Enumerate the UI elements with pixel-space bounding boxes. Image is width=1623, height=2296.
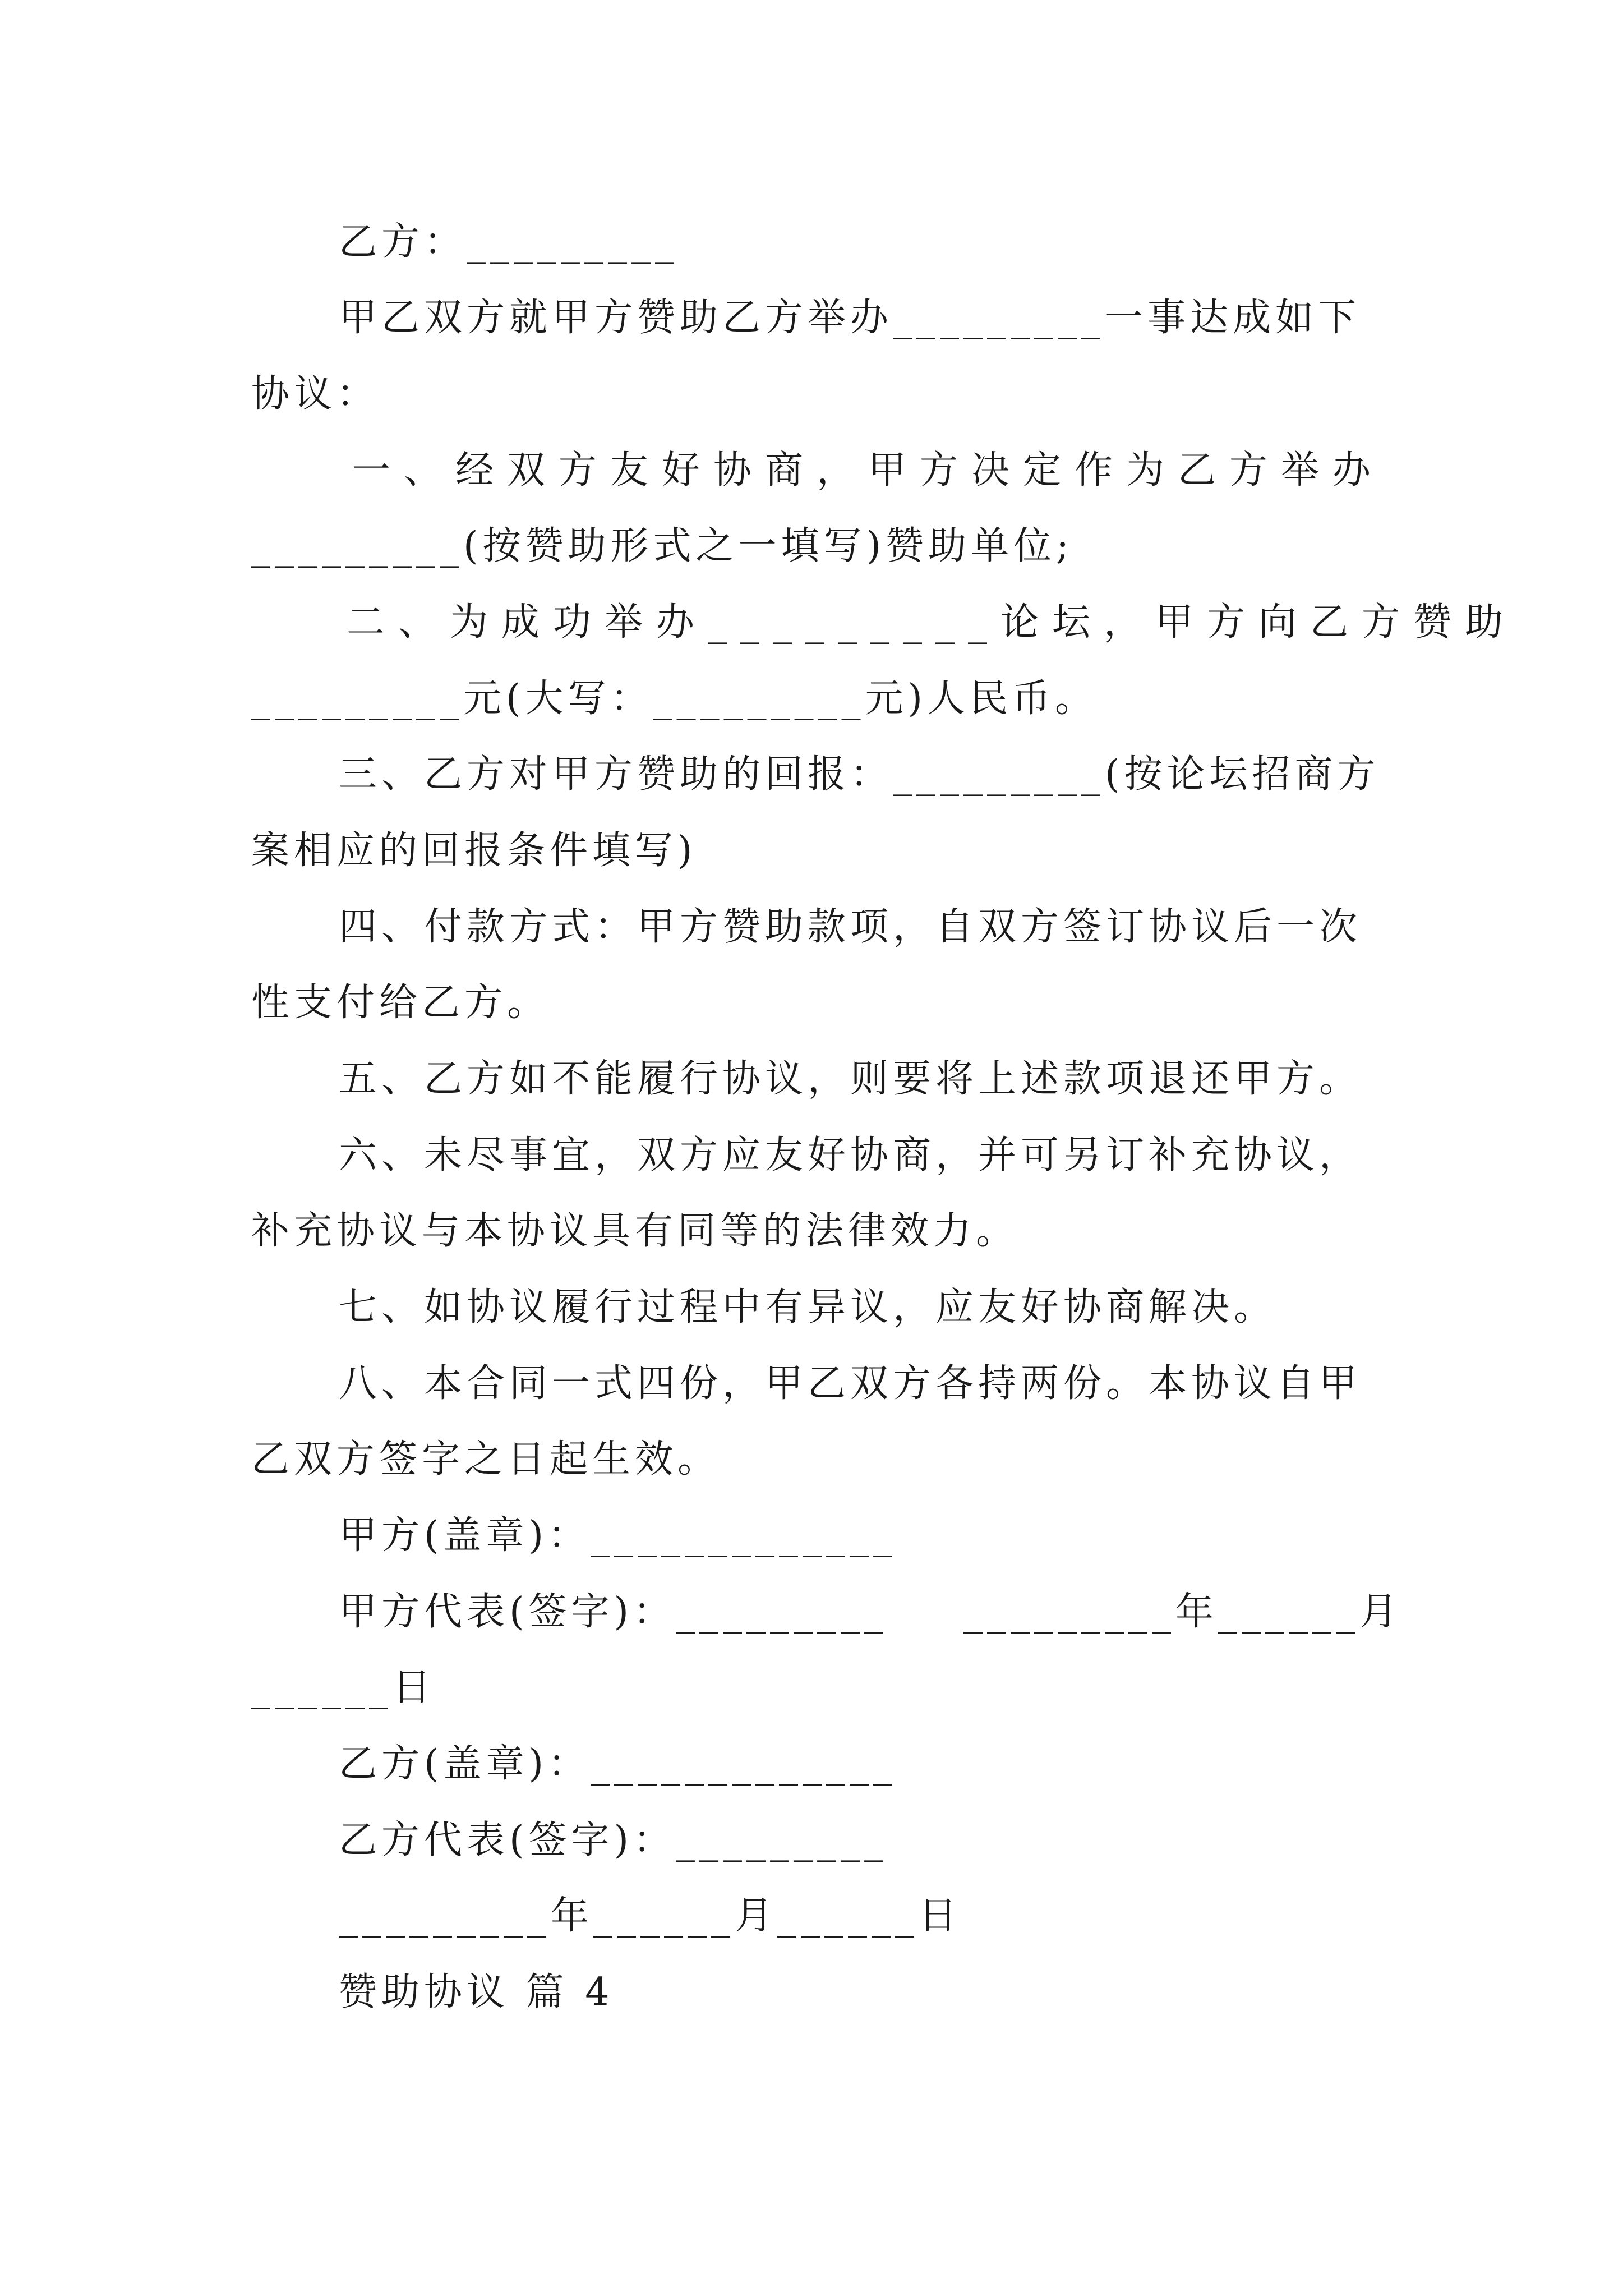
party-b-date-line: _________年______月______日 — [339, 1894, 962, 1938]
clause-3-line: 三、乙方对甲方赞助的回报：_________(按论坛招商方 — [339, 752, 1380, 797]
agreement-intro-line-cont: 协议： — [251, 372, 380, 416]
clause-1-line: 一、经双方友好协商，甲方决定作为乙方举办 — [352, 448, 1385, 493]
party-b-seal-line: 乙方(盖章)：_____________ — [339, 1742, 897, 1786]
clause-1-line-cont: _________(按赞助形式之一填写)赞助单位; — [251, 524, 1073, 568]
clause-4-line: 四、付款方式：甲方赞助款项，自双方签订协议后一次 — [339, 905, 1362, 949]
clause-2-line: 二、为成功举办_________论坛，甲方向乙方赞助 — [347, 600, 1517, 645]
party-b-line: 乙方：_________ — [339, 220, 679, 264]
clause-8-line: 八、本合同一式四份，甲乙双方各持两份。本协议自甲 — [339, 1361, 1362, 1406]
party-a-date-line: _________年______月 — [963, 1590, 1403, 1634]
agreement-intro-line: 甲乙双方就甲方赞助乙方举办_________一事达成如下 — [339, 296, 1361, 340]
clause-4-line-cont: 性支付给乙方。 — [251, 981, 550, 1025]
party-a-seal-line: 甲方(盖章)：_____________ — [339, 1513, 897, 1558]
section-heading: 赞助协议 篇 4 — [339, 1970, 614, 2014]
clause-7-line: 七、如协议履行过程中有异议，应友好协商解决。 — [339, 1285, 1277, 1329]
clause-8-line-cont: 乙双方签字之日起生效。 — [251, 1437, 721, 1481]
clause-6-line-cont: 补充协议与本协议具有同等的法律效力。 — [251, 1209, 1019, 1253]
clause-6-line: 六、未尽事宜，双方应友好协商，并可另订补充协议， — [339, 1133, 1362, 1177]
party-a-date-line-cont: ______日 — [251, 1665, 436, 1710]
party-b-representative-line: 乙方代表(签字)：_________ — [339, 1818, 888, 1862]
party-a-representative-line: 甲方代表(签字)：_________ — [339, 1590, 888, 1634]
clause-3-line-cont: 案相应的回报条件填写) — [251, 829, 697, 873]
clause-5-line: 五、乙方如不能履行协议，则要将上述款项退还甲方。 — [339, 1057, 1362, 1101]
clause-2-line-cont: _________元(大写：_________元)人民币。 — [251, 677, 1098, 721]
